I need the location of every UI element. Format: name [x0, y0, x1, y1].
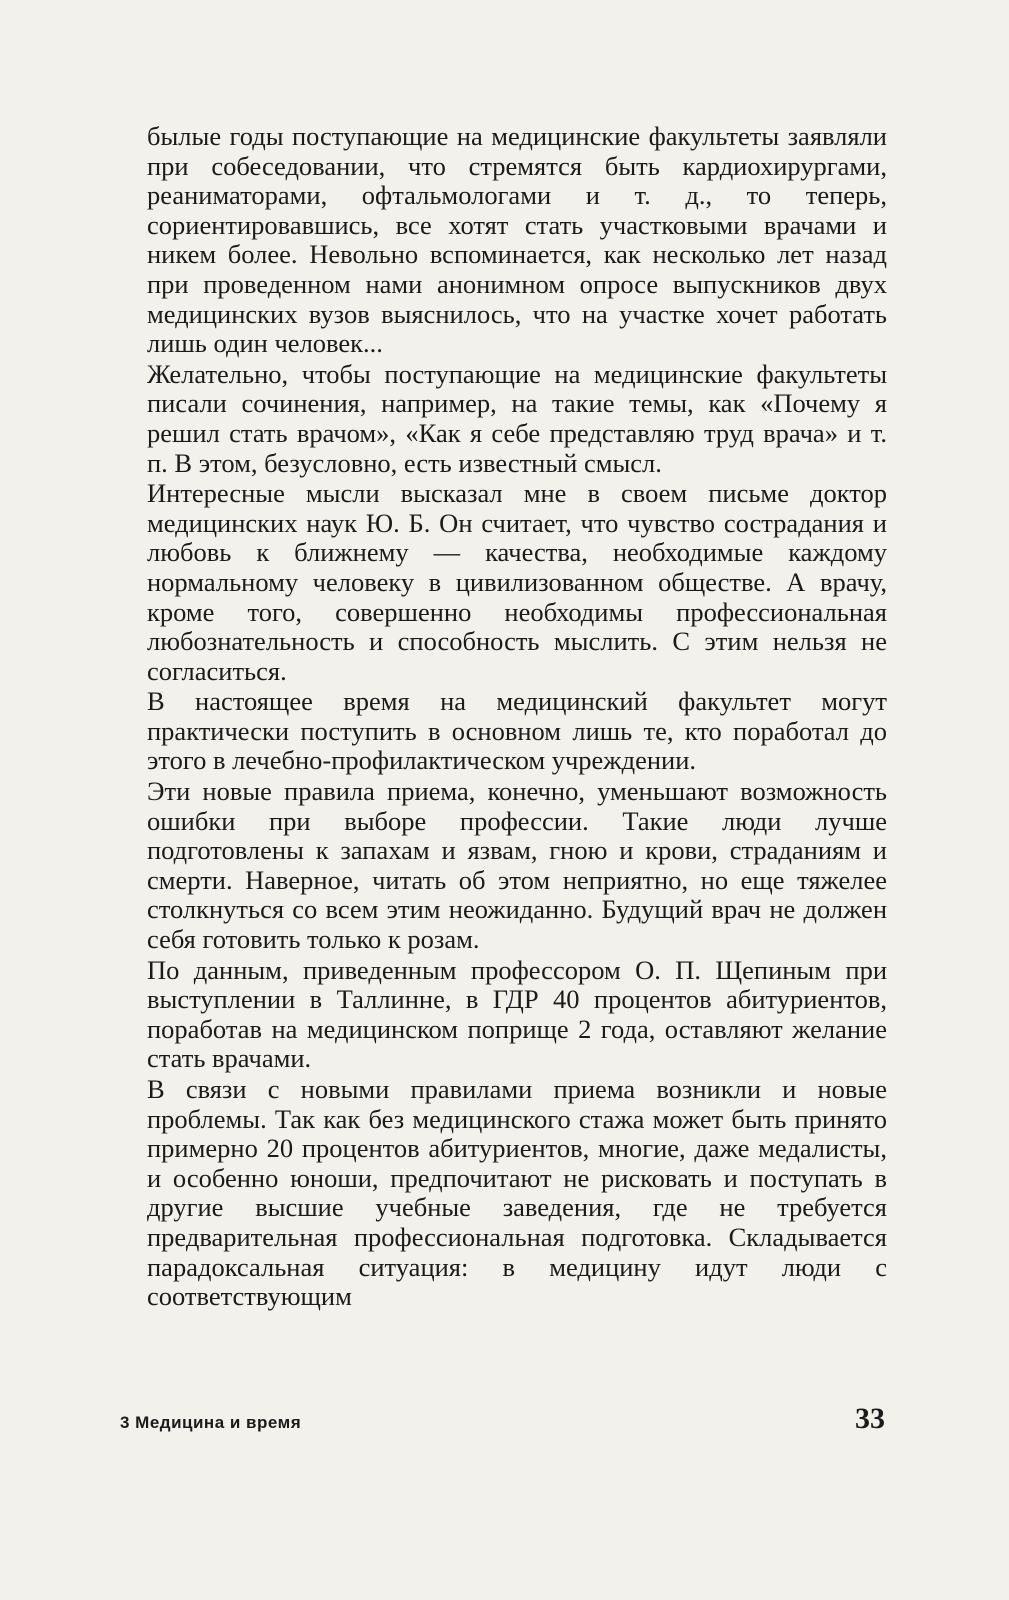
paragraph-3: Интересные мысли высказал мне в своем письме доктор медицинских наук Ю. Б. Он считает, что чувство сострадания и любовь к ближнему — качества, необходимые каждому нормальному человеку в цивилизованном обществе. А врачу, кроме того, совершенно необходимы профессиональная любознательность и способность мыслить. С этим нельзя не согласиться.	[147, 478, 887, 686]
page-number: 33	[855, 1402, 885, 1435]
paragraph-6: По данным, приведенным профессором О. П. Щепиным при выступлении в Таллинне, в ГДР 40 процентов абитуриентов, поработав на медицинском поприще 2 года, оставляют желание стать врачами.	[147, 954, 887, 1074]
paragraph-5: Эти новые правила приема, конечно, уменьшают возможность ошибки при выборе профессии. Такие люди лучше подготовлены к запахам и язвам, гною и крови, страданиям и смерти. Наверное, читать об этом неприятно, но еще тяжелее столкнуться со всем этим неожиданно. Будущий врач не должен себя готовить только к розам.	[147, 776, 887, 955]
paragraph-1: былые годы поступающие на медицинские факультеты заявляли при собеседовании, что стремятся быть кардиохирургами, реаниматорами, офтальмологами и т. д., то теперь, сориентировавшись, все хотят стать участковыми врачами и никем более. Невольно вспоминается, как несколько лет назад при проведенном нами анонимном опросе выпускников двух медицинских вузов выяснилось, что на участке хочет работать лишь один человек...	[147, 121, 887, 359]
paragraph-2: Желательно, чтобы поступающие на медицинские факультеты писали сочинения, например, на такие темы, как «Почему я решил стать врачом», «Как я себе представляю труд врача» и т. п. В этом, безусловно, есть известный смысл.	[147, 358, 887, 478]
printer-signature: 3 Медицина и время	[120, 1413, 302, 1432]
paragraph-7: В связи с новыми правилами приема возникли и новые проблемы. Так как без медицинского стажа может быть принято примерно 20 процентов абитуриентов, многие, даже медалисты, и особенно юноши, предпочитают не рисковать и поступать в другие высшие учебные заведения, где не требуется предварительная профессиональная подготовка. Складывается парадоксальная ситуация: в медицину идут люди с соответствующим	[147, 1074, 887, 1312]
paragraph-4: В настоящее время на медицинский факультет могут практически поступить в основном лишь те, кто поработал до этого в лечебно-профилактическом учреждении.	[147, 686, 887, 776]
body-text	[147, 122, 887, 1312]
